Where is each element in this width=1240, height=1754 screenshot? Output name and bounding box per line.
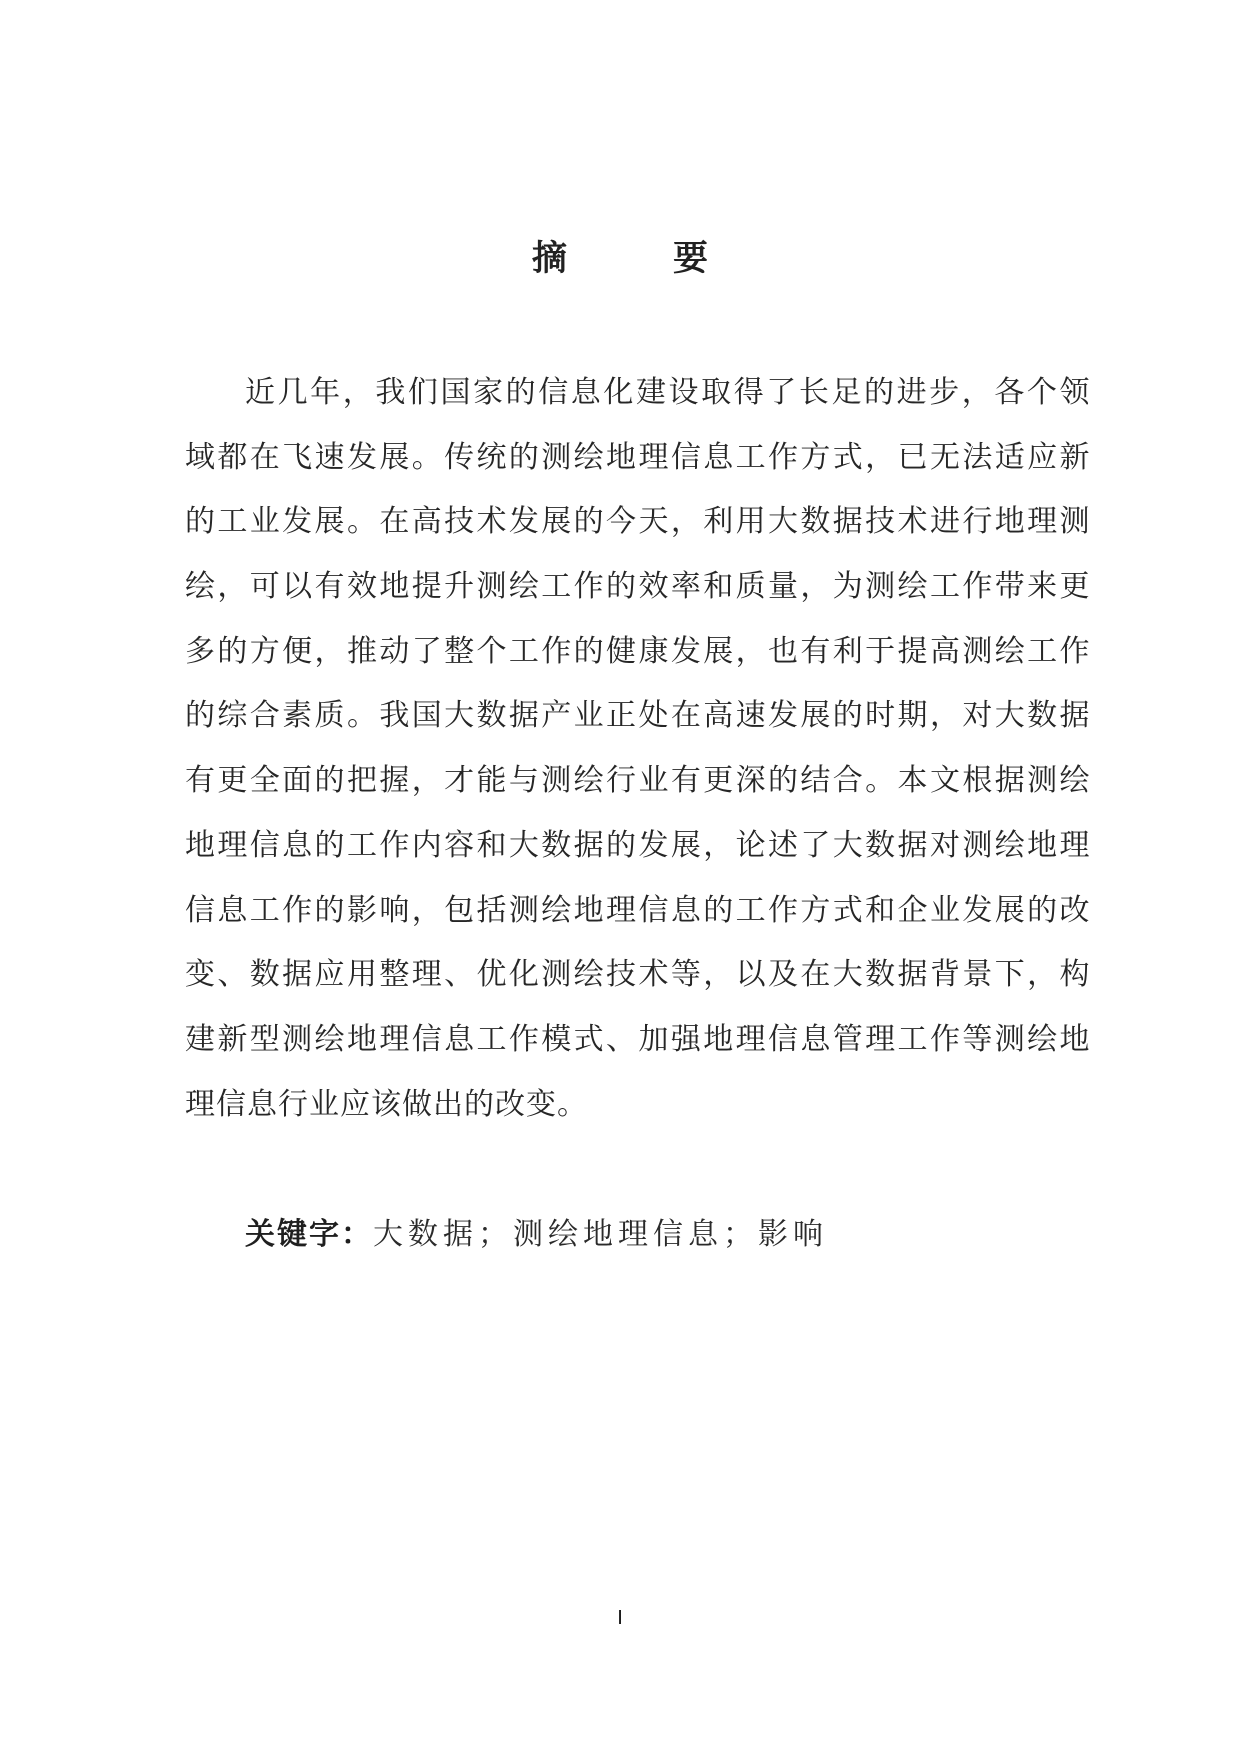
title-char-right: 要 bbox=[673, 239, 709, 278]
abstract-line-4: 绘，可以有效地提升测绘工作的效率和质量，为测绘工作带来更 bbox=[185, 570, 1090, 604]
keywords-value: 大数据；测绘地理信息；影响 bbox=[373, 1218, 828, 1251]
abstract-line-7: 有更全面的把握，才能与测绘行业有更深的结合。本文根据测绘 bbox=[185, 764, 1090, 798]
keywords-line bbox=[245, 1203, 828, 1267]
page-number: I bbox=[617, 1607, 623, 1629]
abstract-line-2: 域都在飞速发展。传统的测绘地理信息工作方式，已无法适应新 bbox=[185, 440, 1090, 474]
page-title bbox=[0, 240, 1240, 278]
abstract-line-12: 理信息行业应该做出的改变。 bbox=[185, 1087, 588, 1121]
title-char-left: 摘 bbox=[531, 239, 567, 278]
abstract-line-11: 建新型测绘地理信息工作模式、加强地理信息管理工作等测绘地 bbox=[185, 1022, 1090, 1056]
abstract-line-8: 地理信息的工作内容和大数据的发展，论述了大数据对测绘地理 bbox=[185, 828, 1090, 862]
abstract-line-1: 近几年，我们国家的信息化建设取得了长足的进步，各个领 bbox=[245, 376, 1090, 409]
abstract-paragraph bbox=[185, 361, 1090, 1137]
abstract-line-6: 的综合素质。我国大数据产业正处在高速发展的时期，对大数据 bbox=[185, 699, 1090, 733]
abstract-line-5: 多的方便，推动了整个工作的健康发展，也有利于提高测绘工作 bbox=[185, 634, 1090, 668]
abstract-line-10: 变、数据应用整理、优化测绘技术等，以及在大数据背景下，构 bbox=[185, 958, 1090, 992]
abstract-line-9: 信息工作的影响，包括测绘地理信息的工作方式和企业发展的改 bbox=[185, 893, 1090, 927]
keywords-label: 关键字： bbox=[245, 1218, 373, 1251]
abstract-line-3: 的工业发展。在高技术发展的今天，利用大数据技术进行地理测 bbox=[185, 505, 1090, 539]
